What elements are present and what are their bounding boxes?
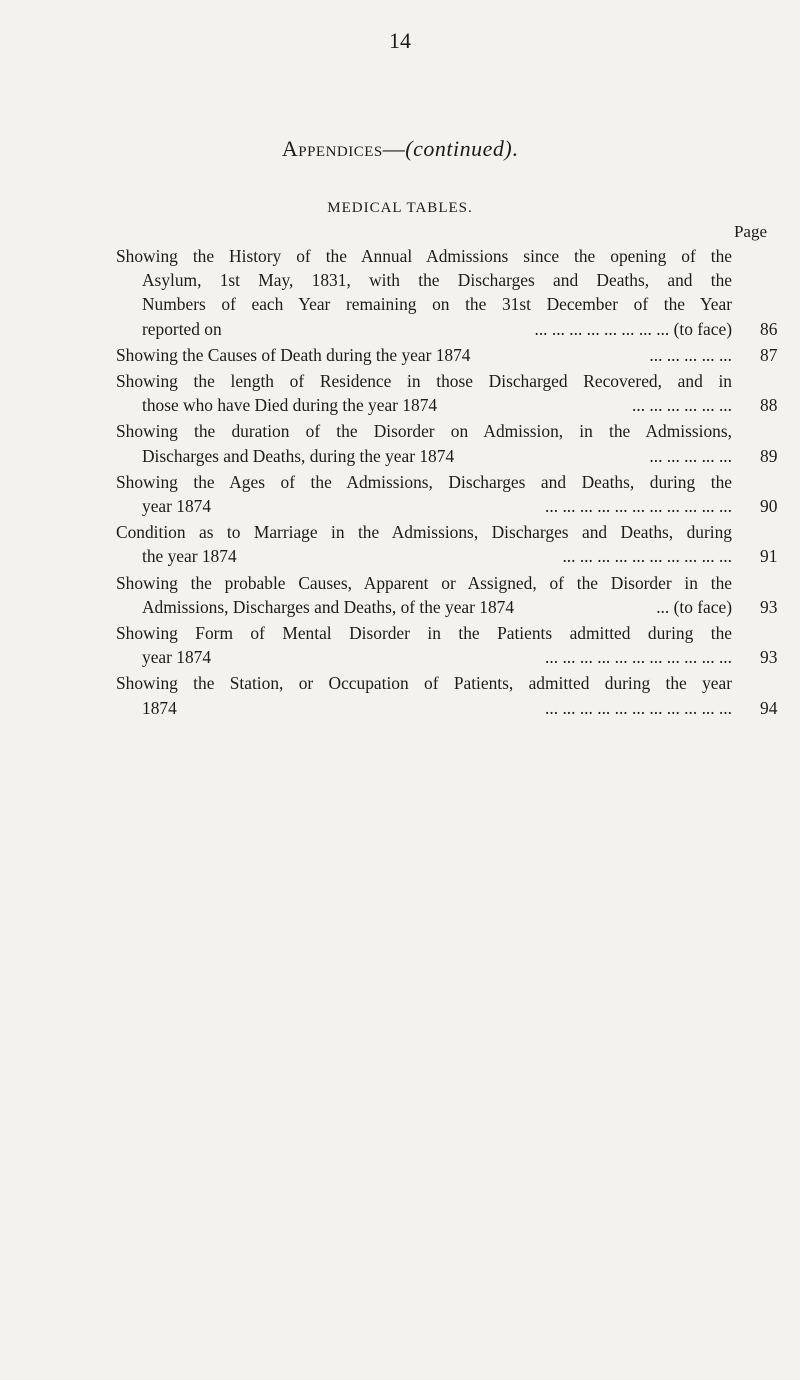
- appendix-heading-period: .: [512, 136, 519, 161]
- entry-line: those who have Died during the year 1874: [142, 395, 438, 416]
- dot-leader: ... ... ... ... ... ...: [632, 395, 732, 416]
- entry-last-line: [116, 343, 778, 367]
- dot-leader: ... (to face): [656, 596, 732, 617]
- entry-last-line: [116, 494, 778, 518]
- appendix-heading-continued: (continued): [405, 136, 513, 161]
- appendix-heading: [0, 136, 800, 162]
- dot-leader: ... ... ... ... ... ... ... ... ... ...: [562, 546, 732, 567]
- entry-page-number: 86: [760, 318, 778, 339]
- contents-entry: [116, 419, 778, 467]
- entry-last-line: [116, 444, 778, 468]
- entry-page-number: 90: [760, 496, 778, 517]
- entry-page-number: 87: [760, 344, 778, 365]
- entry-line: the year 1874: [142, 546, 237, 567]
- contents-entry: [116, 343, 778, 367]
- page-column-header: Page: [733, 222, 767, 241]
- dot-leader: ... ... ... ... ... ... ... ... (to face): [534, 318, 732, 339]
- entry-line: Showing the Causes of Death during the year 1874: [116, 344, 471, 365]
- entry-last-line: [116, 645, 778, 669]
- section-title: MEDICAL TABLES.: [327, 200, 473, 216]
- entry-page-number: 94: [760, 697, 778, 718]
- entry-line: Discharges and Deaths, during the year 1874: [142, 445, 455, 466]
- contents-list: [116, 244, 778, 722]
- entry-line: Showing the History of the Annual Admissions since the opening of the: [116, 246, 732, 266]
- entry-line: year 1874: [142, 647, 212, 668]
- entry-line: Showing the probable Causes, Apparent or Assigned, of the Disorder in the: [116, 572, 732, 593]
- contents-entry: [116, 671, 778, 719]
- entry-line: Admissions, Discharges and Deaths, of the year 1874: [142, 596, 515, 617]
- entry-line: reported on: [142, 318, 222, 339]
- contents-entry: [116, 369, 778, 417]
- contents-entry: [116, 621, 778, 669]
- contents-entry: [116, 244, 778, 341]
- entry-page-number: 89: [760, 445, 778, 466]
- dot-leader: ... ... ... ... ...: [649, 344, 732, 365]
- contents-entry: [116, 470, 778, 518]
- dot-leader: ... ... ... ... ... ... ... ... ... ... ...: [545, 697, 732, 718]
- contents-entry: [116, 571, 778, 619]
- entry-line: Showing the Ages of the Admissions, Discharges and Deaths, during the: [116, 471, 732, 492]
- entry-last-line: [116, 544, 778, 568]
- entry-line: Showing the Station, or Occupation of Patients, admitted during the year: [116, 673, 732, 694]
- entry-last-line: [116, 393, 778, 417]
- entry-line: Showing the length of Residence in those Discharged Recovered, and in: [116, 371, 732, 392]
- appendix-heading-title: Appendices—: [281, 136, 406, 161]
- entry-page-number: 93: [760, 647, 778, 668]
- entry-line: Showing Form of Mental Disorder in the Patients admitted during the: [116, 623, 732, 644]
- entry-line: Showing the duration of the Disorder on Admission, in the Admissions,: [116, 421, 732, 442]
- entry-line: Condition as to Marriage in the Admissions, Discharges and Deaths, during: [116, 522, 732, 543]
- entry-last-line: [116, 317, 778, 341]
- page-number: 14: [389, 28, 411, 53]
- dot-leader: ... ... ... ... ... ... ... ... ... ... ...: [545, 647, 732, 668]
- entry-page-number: 93: [760, 596, 778, 617]
- contents-entry: [116, 520, 778, 568]
- entry-last-line: [116, 696, 778, 720]
- entry-page-number: 91: [760, 546, 778, 567]
- entry-line: 1874: [142, 697, 177, 718]
- entry-line: Asylum, 1st May, 1831, with the Discharges and Deaths, and the: [142, 270, 732, 291]
- entry-line: Numbers of each Year remaining on the 31st December of the Year: [142, 294, 732, 315]
- entry-line: year 1874: [142, 496, 212, 517]
- dot-leader: ... ... ... ... ...: [649, 445, 732, 466]
- entry-last-line: [116, 595, 778, 619]
- entry-page-number: 88: [760, 395, 778, 416]
- dot-leader: ... ... ... ... ... ... ... ... ... ... ...: [545, 496, 732, 517]
